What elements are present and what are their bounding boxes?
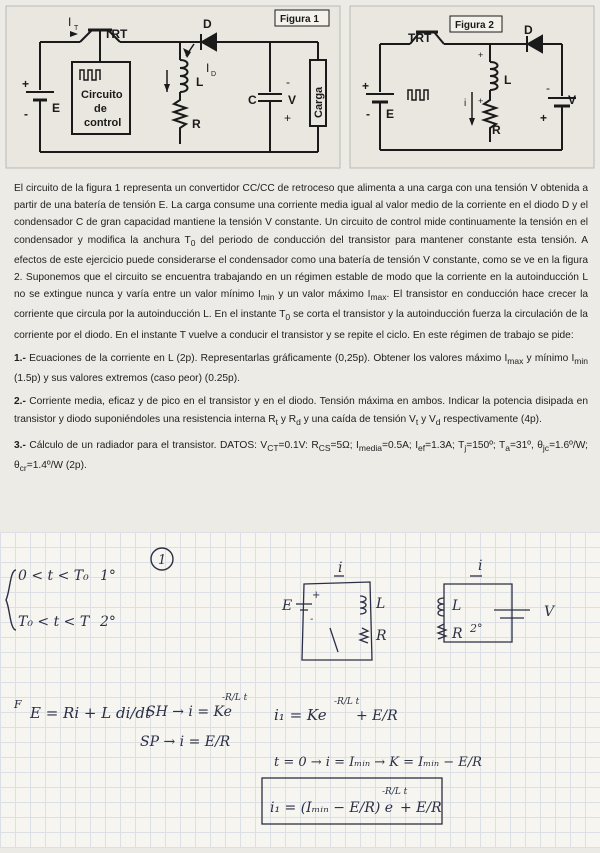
q3-sub-ct: CT (267, 442, 279, 453)
q3-sub-ef: ef (418, 442, 426, 453)
figure2-label-v-plus: + (540, 111, 548, 125)
q3-d: =0.5A; I (382, 439, 419, 451)
sketch1-label-i: i (338, 560, 343, 576)
figure1-control-line3: control (84, 117, 122, 129)
figure1-label-inductor: L (196, 75, 204, 89)
sketch1-label-l: L (376, 596, 386, 612)
interval-1: 0 < t < T₀ (18, 568, 89, 584)
q3-sub-cr: cr (19, 463, 27, 474)
equation-final-tail: + E/R (400, 800, 442, 816)
figure1-label-minus: - (24, 107, 28, 121)
q2-sub-t: t (275, 416, 279, 427)
q2-sub-vt: t (415, 416, 419, 427)
q3-f: =150º; T (466, 439, 506, 451)
q3-sub-cs: CS (318, 442, 331, 453)
sketch1-label-e: E (282, 598, 293, 614)
equation-final: i₁ = (Iₘᵢₙ − E/R) e (270, 800, 394, 816)
figure1-title: Figura 1 (280, 14, 319, 25)
equation-general: i₁ = Ke (274, 706, 327, 724)
equation-general-exp: -R/L t (334, 697, 360, 707)
q2-e: respectivamente (4p). (440, 413, 542, 425)
circuit-figures (0, 0, 600, 178)
figure1-label-current-sub: T (74, 25, 79, 32)
figure2-label-diode: D (524, 23, 533, 37)
equation-homogeneous-exp: -R/L t (222, 693, 248, 703)
q2-sub-vd: d (435, 416, 441, 427)
margin-mark: F (14, 698, 22, 711)
interval-brace (6, 570, 16, 630)
figure1-label-voltage: V (288, 93, 297, 107)
q1-sub-min: min (574, 355, 588, 366)
q3-b: =0.1V: R (278, 439, 319, 451)
equation-initial-condition: t = 0 → i = Iₘᵢₙ → K = Iₘᵢₙ − E/R (274, 755, 482, 770)
interval-2-number: 2° (100, 614, 116, 630)
figure2-title: Figura 2 (455, 20, 494, 31)
intro-sub-max: max (370, 292, 387, 303)
sketch2-label-r: R (452, 626, 463, 642)
problem-statement (14, 180, 588, 477)
equation-particular: SP → i = E/R (140, 734, 231, 750)
figure2-label-voltage: V (568, 93, 577, 107)
figure2-label-transistor: TRT (408, 31, 432, 45)
sketch2-label-two: 2° (470, 622, 483, 635)
q2-b: y R (278, 413, 297, 425)
figure1-label-resistor: R (192, 117, 201, 131)
figure1-label-current: I (68, 15, 72, 29)
intro-text-e: se corta el transistor y la autoinducción fuerza la circulación de la corriente por el diodo. En el instante T vuelve a conducir el transistor y se repite el ciclo. En este régimen de trabajo se pide: (14, 309, 588, 341)
intro-text-c: y un valor máximo I (274, 289, 371, 301)
figure2-label-current: i (464, 98, 467, 109)
equation-final-exp: -R/L t (382, 787, 408, 797)
q1-c: (1.5p) y sus valores extremos (caso peor) (0.25p). (14, 373, 240, 385)
figure2-label-battery: E (386, 107, 395, 121)
q3-sub-j: j (464, 442, 467, 453)
sketch-circuit-1 (296, 576, 372, 660)
q3-sub-a: a (505, 442, 510, 453)
figure1-label-inductor-current-sub: D (211, 71, 217, 78)
q3-h: =1.6º/W; θ (14, 439, 588, 472)
sketch1-label-plus: + (312, 590, 321, 601)
question-1-number: 1.- (14, 352, 26, 364)
intro-text-b: del periodo de conducción del transistor para mantener constante esta tensión. A efectos de este ejercicio puede considerarse el condensador como una batería de tensión V constante, como se ve en la figura 2. Suponemos que el circuito se encuentra trabajando en un régimen estable de modo que la corriente en la autoinducción L no se extingue nunca y varía entre un valor mínimo I (14, 234, 589, 301)
equation-general-tail: + E/R (356, 708, 398, 724)
q2-sub-d: d (296, 416, 301, 427)
figure1-control-line2: de (94, 103, 107, 115)
interval-1-number: 1° (100, 568, 116, 584)
sketch1-label-r: R (376, 628, 387, 644)
intro-sub-t0: 0 (190, 237, 196, 248)
problem-intro (14, 180, 588, 344)
question-1 (14, 350, 588, 387)
figure1-label-load: Carga (313, 86, 325, 118)
intro-text-d: . El transistor en conducción hace crecer la corriente que circula por la autoinducción L. En el instante T (14, 289, 589, 321)
figure1-label-capacitor: C (248, 93, 257, 107)
figure2-label-plus: + (362, 79, 370, 93)
q1-sub-max: max (507, 355, 524, 366)
figure1-label-battery: E (52, 101, 61, 115)
figure1-label-transistor: TRT (104, 27, 128, 41)
interval-2: T₀ < t < T (18, 614, 90, 630)
circled-part-number: 1 (158, 553, 167, 568)
q1-b: y mínimo I (523, 352, 575, 364)
q3-i: =1.4º/W (2p). (26, 460, 87, 472)
figure1-label-inductor-current: I (206, 61, 210, 75)
sketch2-label-i: i (478, 558, 483, 574)
figure1-label-plus: + (22, 77, 30, 91)
figure2-label-r-plus: + (478, 96, 484, 106)
figure2-label-inductor: L (504, 73, 512, 87)
question-2-number: 2.- (14, 396, 26, 408)
notes-drawing (0, 532, 600, 848)
sketch2-label-v: V (544, 604, 555, 620)
q2-d: y V (418, 413, 436, 425)
equation-homogeneous: SH → i = Ke (146, 704, 232, 720)
intro-sub-min: min (260, 292, 275, 303)
q3-c: =5Ω; I (330, 439, 359, 451)
q3-g: =31º, θ (509, 439, 543, 451)
figure1-label-cap-minus: - (286, 75, 290, 89)
figure1-label-cap-plus: + (284, 111, 292, 125)
question-3-number: 3.- (14, 439, 26, 451)
handwritten-notes (0, 532, 600, 848)
figure2-label-minus: - (366, 107, 370, 121)
q3-e: =1.3A; T (425, 439, 465, 451)
q3-sub-jc: jc (542, 442, 550, 453)
q1-a: Ecuaciones de la corriente en L (2p). Representarlas gráficamente (0,25p). Obtener los valores máximo I (25, 352, 508, 364)
figure2-label-l-plus: + (478, 50, 484, 60)
figure1-label-diode: D (203, 17, 212, 31)
figure2-label-v-minus: - (546, 81, 550, 95)
q3-sub-media: media (358, 442, 383, 453)
q3-a: Cálculo de un radiador para el transistor. DATOS: V (25, 439, 268, 451)
question-3 (14, 437, 588, 477)
figure1-control-line1: Circuito (81, 89, 123, 101)
q2-a: Corriente media, eficaz y de pico en el transistor y en el diodo. Tensión máxima en ambos. Indicar la potencia disipada en transistor y diodo suponiéndoles una resistencia interna R (14, 396, 588, 425)
equation-kvl: E = Ri + L di/dt (30, 704, 152, 722)
intro-sub-t0b: 0 (285, 312, 291, 323)
sketch1-label-minus: - (310, 614, 314, 625)
q2-c: y una caída de tensión V (300, 413, 416, 425)
sketch2-label-l: L (452, 598, 462, 614)
intro-text-a: El circuito de la figura 1 representa un convertidor CC/CC de retroceso que alimenta a una carga con una tensión V obtenida a partir de una batería de tensión E. La carga consume una corriente media igual al valor medio de la corriente en el diodo D y el condensador C de gran capacidad mantiene la tensión V constante. Un circuito de control mide continuamente la tensión en el condensador y modifica la anchura T (14, 183, 588, 246)
figure2-label-resistor: R (492, 123, 501, 137)
question-2 (14, 393, 588, 430)
